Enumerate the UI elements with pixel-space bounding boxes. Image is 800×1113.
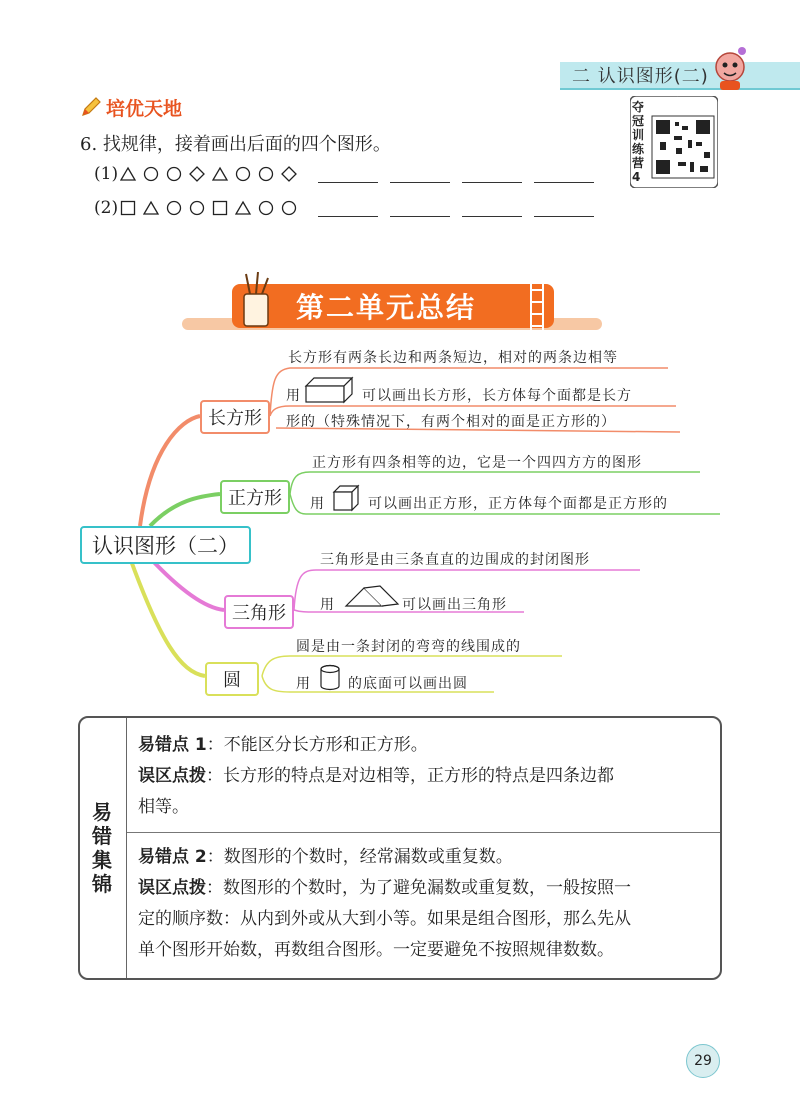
triangle-desc-2: 可以画出三角形: [402, 597, 507, 613]
row-label: (2): [94, 198, 119, 218]
row-label: (1): [94, 164, 119, 184]
node-square: 正方形: [220, 480, 290, 514]
triangle-use-label: 用: [320, 597, 335, 613]
mindmap-root: 认识图形（二）: [80, 526, 251, 564]
square-use-label: 用: [310, 496, 325, 512]
section-title: 培优天地: [106, 98, 183, 120]
error-point-2: 易错点 2：数图形的个数时，经常漏数或重复数。 误区点拨：数图形的个数时，为了避免漏数或重复数，一般按照一 定的顺序数：从内到外或从大到小等。如果是组合图形，那么先从 单个图形开始数，再数组合图形。一定要避免不按照规律数数。: [138, 847, 631, 960]
circle-desc-1: 圆是由一条封闭的弯弯的线围成的: [296, 639, 521, 655]
rect-desc-1: 长方形有两条长边和两条短边，相对的两条边相等: [288, 350, 618, 366]
errors-side-title: 易错集锦: [92, 800, 112, 896]
node-circle: 圆: [205, 662, 259, 696]
cube-icon: [332, 484, 360, 512]
divider: [127, 832, 720, 833]
cylinder-icon: [318, 664, 342, 692]
node-triangle: 三角形: [224, 595, 294, 629]
square-desc-1: 正方形有四条相等的边，它是一个四四方方的图形: [312, 455, 642, 471]
rect-use-label: 用: [286, 388, 301, 404]
unit-title: 第二单元总结: [296, 291, 477, 324]
rect-desc-2: 可以画出长方形，长方体每个面都是长方: [362, 388, 632, 404]
error-point-1: 易错点 1：不能区分长方形和正方形。 误区点拨：长方形的特点是对边相等，正方形的特点是四条边都 相等。: [138, 735, 614, 817]
chapter-header: 二 认识图形(二): [572, 66, 709, 87]
rect-desc-3: 形的（特殊情况下，有两个相对的面是正方形的）: [286, 414, 616, 430]
triangle-desc-1: 三角形是由三条直直的边围成的封闭图形: [320, 552, 590, 568]
page-number: 29: [686, 1044, 720, 1078]
cuboid-icon: [304, 376, 354, 404]
qr-label: 夺冠训练营4: [632, 100, 645, 184]
triangular-prism-icon: [344, 584, 400, 610]
square-desc-2: 可以画出正方形，正方体每个面都是正方形的: [368, 496, 668, 512]
question-text: 6. 找规律，接着画出后面的四个图形。: [80, 134, 391, 155]
circle-desc-2: 的底面可以画出圆: [348, 676, 468, 692]
node-rectangle: 长方形: [200, 400, 270, 434]
circle-use-label: 用: [296, 676, 311, 692]
